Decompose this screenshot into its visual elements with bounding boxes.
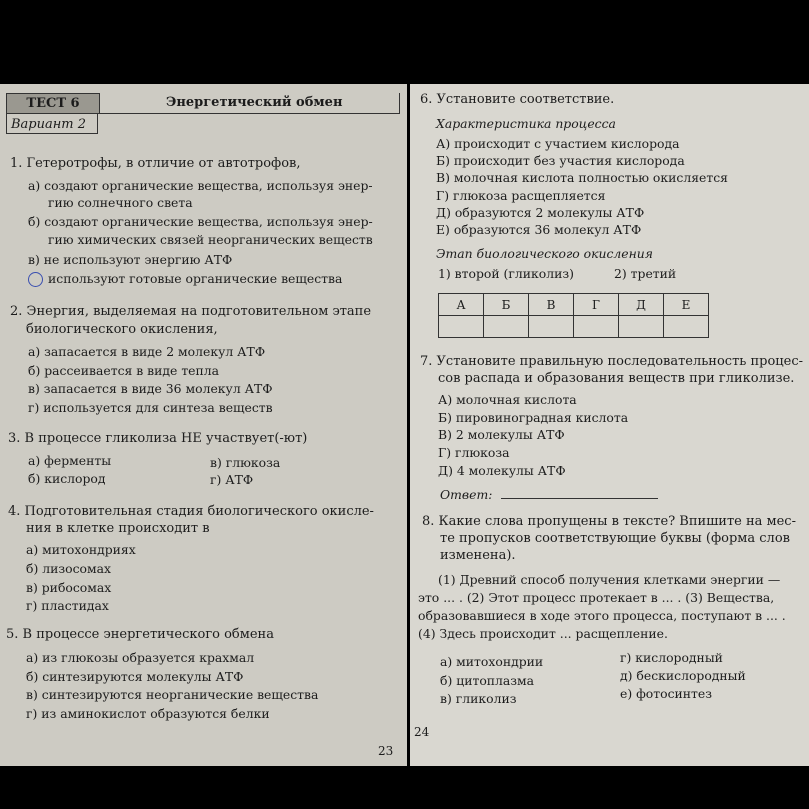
q6-item-v: В) молочная кислота полностью окисляется — [436, 170, 728, 185]
table-header-cell: Б — [484, 294, 529, 316]
question-5: 5. В процессе энергетического обмена — [6, 627, 274, 642]
q8-text-line-1: (1) Древний способ получения клетками энергии — — [438, 572, 781, 587]
q8-option-a: а) митохондрии — [440, 654, 544, 669]
q8-option-b: б) цитоплазма — [440, 673, 535, 688]
table-header-cell: Е — [664, 294, 709, 316]
q8-option-d: г) кислородный — [620, 650, 723, 665]
test-header — [6, 93, 400, 137]
header-divider — [100, 113, 400, 114]
table-header-cell: Г — [574, 294, 619, 316]
answer-cell[interactable] — [619, 316, 664, 338]
question-2: 2. Энергия, выделяемая на подготовительном этапе — [10, 304, 372, 319]
q2-option-d: г) используется для синтеза веществ — [28, 400, 273, 415]
q4-option-a: а) митохондриях — [26, 542, 136, 557]
q1-option-a: а) создают органические вещества, используя энер- — [28, 178, 373, 193]
page-title: Энергетический обмен — [166, 95, 343, 110]
q2-option-b: б) рассеивается в виде тепла — [28, 363, 220, 378]
question-7: 7. Установите правильную последовательность процес- — [420, 354, 804, 369]
q8-option-f: е) фотосинтез — [620, 686, 712, 701]
q5-option-a: а) из глюкозы образуется крахмал — [26, 650, 255, 665]
variant-label: Вариант 2 — [6, 113, 98, 134]
q8-text-line-2: это ... . (2) Этот процесс протекает в ... . (3) Вещества, — [418, 590, 775, 605]
q6-answer-table — [438, 293, 709, 338]
q1-option-c: в) не используют энергию АТФ — [28, 252, 233, 267]
question-8-cont: те пропусков соответствующие буквы (форма слов — [440, 531, 790, 546]
question-8: 8. Какие слова пропущены в тексте? Впишите на мес- — [422, 514, 796, 529]
q8-text-line-3: образовавшиеся в ходе этого процесса, поступают в ... . — [418, 608, 786, 623]
page-number-left: 23 — [378, 744, 394, 758]
q4-option-d: г) пластидах — [26, 598, 109, 613]
page-number-right: 24 — [414, 725, 430, 739]
question-1: 1. Гетеротрофы, в отличие от автотрофов, — [10, 156, 301, 171]
question-4-cont: ния в клетке происходит в — [26, 521, 210, 536]
q6-item-d: Д) образуются 2 молекулы АТФ — [436, 205, 645, 220]
question-4: 4. Подготовительная стадия биологического окисле- — [8, 504, 374, 519]
answer-cell[interactable] — [664, 316, 709, 338]
q7-item-d: Д) 4 молекулы АТФ — [438, 463, 566, 478]
question-8-cont2: изменена). — [440, 548, 516, 563]
table-header-cell: Д — [619, 294, 664, 316]
q8-option-e: д) бескислородный — [620, 668, 746, 683]
q6-item-a: А) происходит с участием кислорода — [436, 136, 680, 151]
test-tag: ТЕСТ 6 — [6, 93, 100, 114]
answer-cell[interactable] — [439, 316, 484, 338]
q1-option-a-cont: гию солнечного света — [48, 195, 193, 210]
left-page — [0, 84, 407, 766]
header-divider-vertical — [399, 93, 400, 113]
q3-option-c: в) глюкоза — [210, 455, 281, 470]
q3-option-a: а) ферменты — [28, 453, 112, 468]
question-6: 6. Установите соответствие. — [420, 92, 615, 107]
q7-item-b: Б) пировиноградная кислота — [438, 410, 629, 425]
q5-option-c: в) синтезируются неорганические вещества — [26, 687, 319, 702]
q3-option-b: б) кислород — [28, 471, 106, 486]
handwritten-circle-mark — [28, 272, 43, 287]
right-page — [410, 84, 809, 766]
question-2-cont: биологического окисления, — [26, 322, 218, 337]
q7-item-g: Г) глюкоза — [438, 445, 510, 460]
q1-option-b: б) создают органические вещества, используя энер- — [28, 214, 373, 229]
q2-option-a: а) запасается в виде 2 молекул АТФ — [28, 344, 266, 359]
q4-option-c: в) рибосомах — [26, 580, 112, 595]
q2-option-c: в) запасается в виде 36 молекул АТФ — [28, 381, 273, 396]
q3-option-d: г) АТФ — [210, 472, 254, 487]
q6-stage-heading: Этап биологического окисления — [436, 246, 653, 261]
q6-stage-2: 2) третий — [614, 266, 677, 281]
q4-option-b: б) лизосомах — [26, 561, 111, 576]
table-header-cell: А — [439, 294, 484, 316]
q5-option-b: б) синтезируются молекулы АТФ — [26, 669, 244, 684]
answer-cell[interactable] — [574, 316, 619, 338]
q7-answer-line[interactable] — [501, 498, 658, 499]
q8-option-c: в) гликолиз — [440, 691, 517, 706]
q5-option-d: г) из аминокислот образуются белки — [26, 706, 270, 721]
question-7-cont: сов распада и образования веществ при гликолизе. — [438, 371, 795, 386]
question-3: 3. В процессе гликолиза НЕ участвует(-ют) — [8, 431, 308, 446]
q6-item-g: Г) глюкоза расщепляется — [436, 188, 606, 203]
q6-characteristic-heading: Характеристика процесса — [436, 116, 616, 131]
q7-item-a: А) молочная кислота — [438, 392, 577, 407]
q6-item-e: Е) образуются 36 молекул АТФ — [436, 222, 642, 237]
q8-text-line-4: (4) Здесь происходит ... расщепление. — [418, 626, 668, 641]
q1-option-b-cont: гию химических связей неорганических веществ — [48, 232, 373, 247]
q6-stage-1: 1) второй (гликолиз) — [438, 266, 574, 281]
q7-item-v: В) 2 молекулы АТФ — [438, 427, 565, 442]
q6-item-b: Б) происходит без участия кислорода — [436, 153, 685, 168]
table-header-cell: В — [529, 294, 574, 316]
answer-cell[interactable] — [484, 316, 529, 338]
q7-answer-label: Ответ: — [440, 487, 493, 502]
answer-cell[interactable] — [529, 316, 574, 338]
q1-option-d: используют готовые органические вещества — [48, 271, 343, 286]
